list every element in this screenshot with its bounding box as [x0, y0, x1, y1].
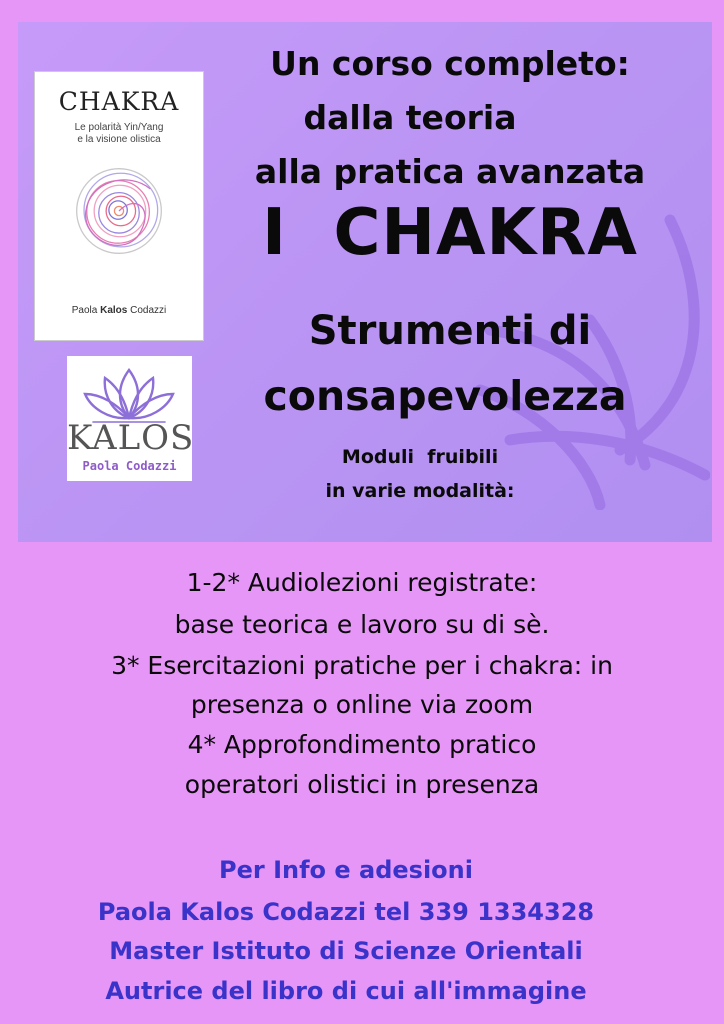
program-line-6: operatori olistici in presenza [184, 770, 540, 799]
book-subtitle-line1: Le polarità Yin/Yang [74, 122, 164, 133]
book-author-bold: Kalos [100, 305, 128, 316]
book-author-first: Paola [71, 305, 101, 316]
program-line-3: 3* Esercitazioni pratiche per i chakra: in [111, 651, 613, 680]
kalos-logo [67, 356, 195, 481]
book-author [35, 305, 203, 316]
header-line-1: Un corso completo: [270, 44, 630, 83]
book-cover-image [35, 72, 203, 340]
book-title: CHAKRA [58, 87, 180, 116]
logo-wordmark: KALOS [67, 418, 195, 458]
book-subtitle [35, 122, 203, 146]
subtitle-line-2: consapevolezza [263, 372, 627, 420]
lotus-logo-icon [79, 364, 179, 426]
main-title: I CHAKRA [262, 196, 638, 270]
contact-line-2: Paola Kalos Codazzi tel 339 1334328 [97, 898, 595, 926]
program-line-5: 4* Approfondimento pratico [187, 730, 537, 759]
subtitle-line-1: Strumenti di [308, 308, 592, 354]
program-line-1: 1-2* Audiolezioni registrate: [186, 568, 538, 597]
book-subtitle-line2: e la visione olistica [77, 134, 161, 145]
modules-line-2: in varie modalità: [325, 480, 515, 502]
program-line-4: presenza o online via zoom [190, 690, 534, 719]
program-line-2: base teorica e lavoro su di sè. [174, 610, 550, 639]
contact-line-3: Master Istituto di Scienze Orientali [109, 937, 583, 965]
header-line-3: alla pratica avanzata [254, 152, 646, 191]
spiral-icon [73, 165, 165, 257]
logo-name: Paola Codazzi [82, 459, 177, 473]
modules-line-1: Moduli fruibili [341, 446, 499, 468]
book-author-last: Codazzi [127, 305, 167, 316]
contact-line-1: Per Info e adesioni [219, 856, 473, 884]
contact-line-4: Autrice del libro di cui all'immagine [105, 977, 587, 1005]
header-line-2: dalla teoria [303, 98, 517, 137]
